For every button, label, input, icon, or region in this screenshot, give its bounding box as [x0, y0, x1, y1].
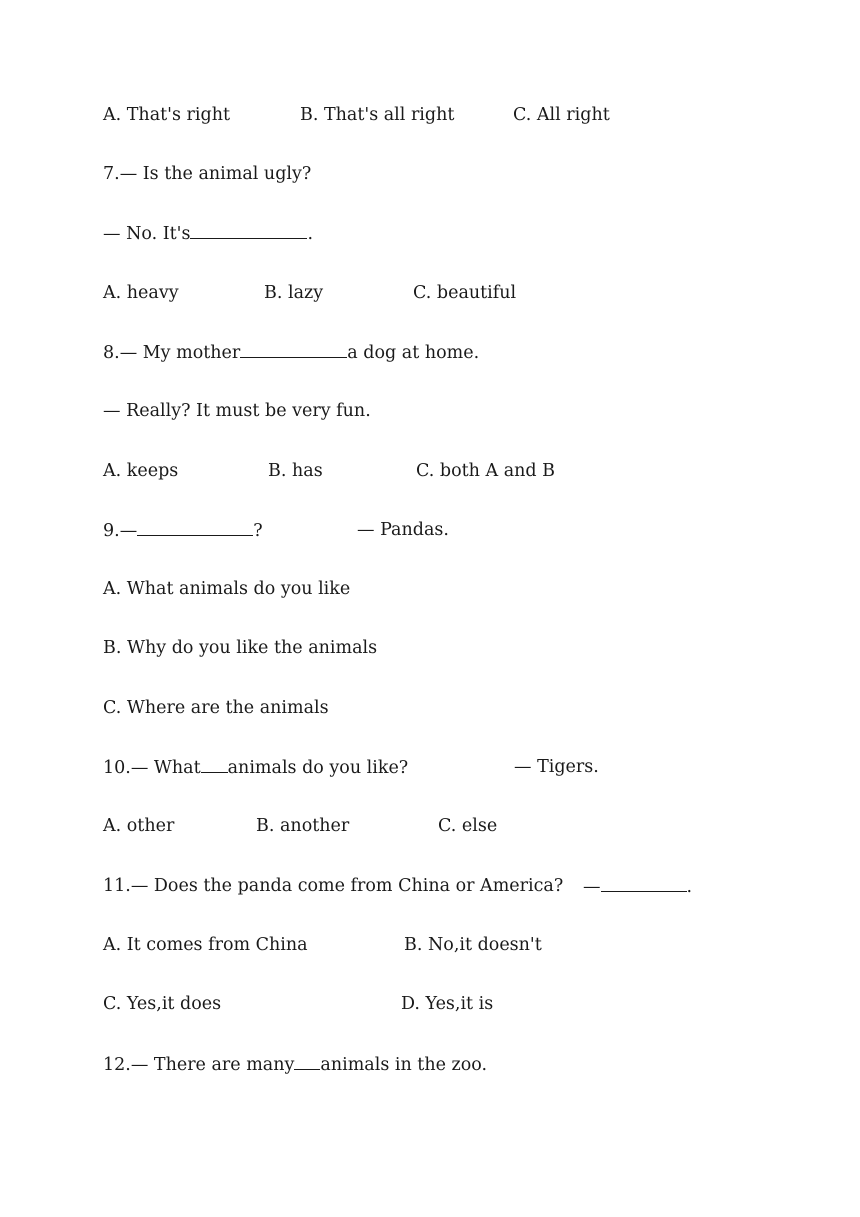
q10-option-a: A. other — [103, 816, 175, 836]
q11-option-c: C. Yes,it does — [103, 994, 222, 1014]
q10-option-c: C. else — [438, 816, 498, 836]
q12-suffix: animals in the zoo. — [320, 1055, 488, 1075]
q8-option-b: B. has — [268, 461, 323, 481]
q8-suffix: a dog at home. — [347, 343, 480, 363]
q10-prefix: 10.— What — [103, 758, 201, 778]
q7-option-a: A. heavy — [103, 283, 179, 303]
q9-option-b: B. Why do you like the animals — [103, 638, 378, 658]
q11-reply-prefix: — — [583, 877, 601, 897]
q11-reply — [583, 875, 692, 898]
q8-question — [103, 341, 479, 364]
q11-reply-suffix: . — [686, 877, 693, 897]
q12-blank — [294, 1053, 320, 1070]
q9-option-c: C. Where are the animals — [103, 698, 329, 718]
q9-blank — [137, 519, 253, 536]
q8-option-a: A. keeps — [103, 461, 179, 481]
q12-prefix: 12.— There are many — [103, 1055, 295, 1075]
q10-option-b: B. another — [256, 816, 350, 836]
q9-stem — [103, 519, 263, 542]
q6-option-b: B. That's all right — [300, 105, 455, 125]
q11-option-b: B. No,it doesn't — [404, 935, 542, 955]
q9-prefix: 9.— — [103, 521, 138, 541]
q11-option-d: D. Yes,it is — [401, 994, 494, 1014]
q10-stem — [103, 756, 408, 779]
q9-suffix: ? — [253, 521, 263, 541]
q10-blank — [201, 756, 228, 773]
q7-question: 7.— Is the animal ugly? — [103, 164, 312, 184]
q12-question — [103, 1053, 487, 1076]
q6-option-c: C. All right — [513, 105, 610, 125]
q7-answer-prefix: — No. It's — [103, 224, 191, 244]
q8-reply: — Really? It must be very fun. — [103, 401, 371, 421]
q7-option-b: B. lazy — [264, 283, 324, 303]
q9-option-a: A. What animals do you like — [103, 579, 351, 599]
q6-option-a: A. That's right — [103, 105, 230, 125]
q7-answer-blank — [190, 222, 307, 239]
q7-answer — [103, 222, 313, 245]
q8-option-c: C. both A and B — [416, 461, 556, 481]
q7-answer-suffix: . — [307, 224, 314, 244]
q9-reply: — Pandas. — [357, 520, 449, 540]
q11-question: 11.— Does the panda come from China or America? — [103, 876, 564, 896]
q8-prefix: 8.— My mother — [103, 343, 241, 363]
q11-option-a: A. It comes from China — [103, 935, 308, 955]
q11-blank — [601, 875, 687, 892]
q10-reply: — Tigers. — [514, 757, 599, 777]
q7-option-c: C. beautiful — [413, 283, 517, 303]
q10-suffix: animals do you like? — [227, 758, 409, 778]
q8-blank — [240, 341, 347, 358]
